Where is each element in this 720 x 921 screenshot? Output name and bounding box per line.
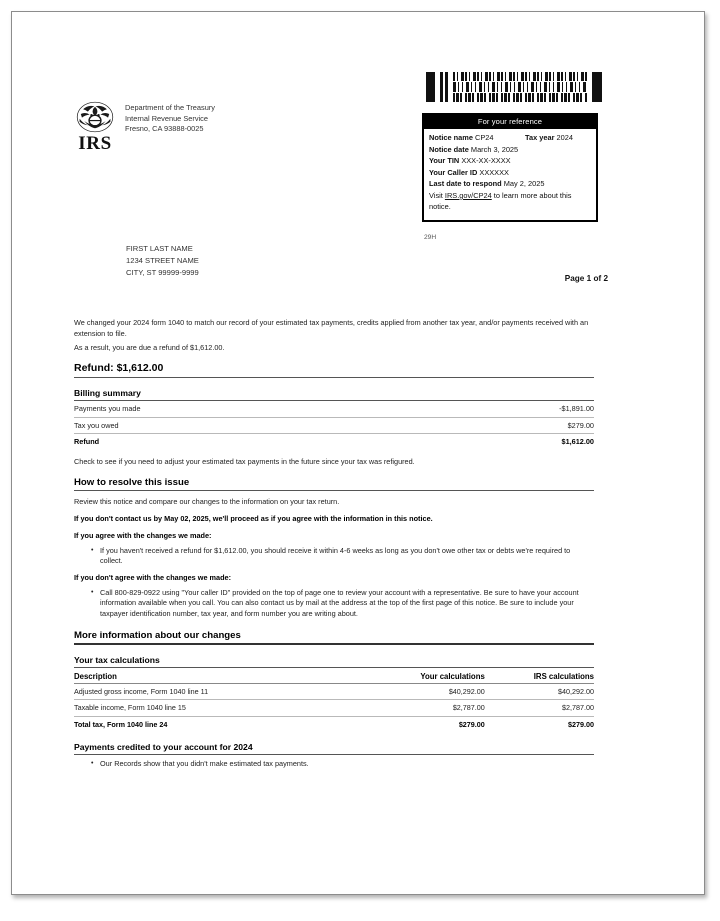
tax-calculations-table [74,669,594,733]
table-row-total [74,434,594,450]
billing-total-amount: $1,612.00 [415,434,594,450]
agency-address [125,101,215,135]
disagree-bullet-list [74,588,594,620]
table-row [74,683,594,700]
billing-summary-heading: Billing summary [74,388,594,401]
recipient-name: FIRST LAST NAME [126,244,193,253]
ref-tin-label: Your TIN [429,156,460,166]
ref-notice-date-row [429,144,591,156]
notice-body [74,318,594,772]
ref-visit-line [429,190,591,212]
refund-heading: Refund: $1,612.00 [74,362,594,378]
reference-box [422,113,598,222]
list-item: • Our Records show that you didn't make estimated tax payments. [100,759,594,770]
ref-visit-prefix: Visit [429,190,445,200]
ref-tax-year-label: Tax year [525,133,555,142]
recipient-citystate: CITY, ST 99999-9999 [126,267,199,277]
calc-row-irs: $2,787.00 [485,700,594,717]
billing-summary-table [74,401,594,450]
intro-paragraph-2: As a result, you are due a refund of $1,612.00. [74,342,225,352]
resolve-deadline-line: If you don't contact us by May 02, 2025, we'll proceed as if you agree with the information in this notice. [74,514,433,524]
calc-row-your: $40,292.00 [376,683,485,700]
irs-gov-link[interactable]: IRS.gov/CP24 [444,190,492,200]
ref-respond-row [429,178,591,190]
calc-row-description: Taxable income, Form 1040 line 15 [74,700,376,717]
calc-col-irs: IRS calculations [485,669,594,684]
page-indicator: Page 1 of 2 [564,274,608,283]
notice-page [12,12,704,894]
billing-row-label: Tax you owed [74,417,415,434]
agree-bullet-list [74,546,594,567]
billing-total-label: Refund [74,434,415,450]
table-row [74,700,594,717]
irs-eagle-seal-icon [76,101,114,133]
ref-respond-value: May 2, 2025 [503,179,545,189]
recipient-street: 1234 STREET NAME [126,255,199,265]
ref-visit-suffix: to learn more about this notice. [429,190,572,211]
irs-wordmark: IRS [78,133,112,154]
agency-line-city: Fresno, CA 93888-0025 [125,124,204,134]
calc-total-your: $279.00 [376,716,485,732]
disagree-heading: If you don't agree with the changes we made: [74,573,232,583]
table-row-total [74,716,594,732]
recipient-address [126,243,199,278]
intro-paragraph-1: We changed your 2024 form 1040 to match our record of your estimated tax payments, credits applied from another tax year, and/or payments received with an extension to file. [74,318,589,338]
agree-heading: If you agree with the changes we made: [74,531,212,541]
billing-row-amount: -$1,891.00 [415,401,594,417]
ref-caller-id-value: XXXXXX [479,167,509,177]
table-row [74,417,594,434]
irs-logo [74,101,116,153]
ref-tax-year-value: 2024 [556,133,573,142]
billing-row-label: Payments you made [74,401,415,417]
ref-notice-date-label: Notice date [429,144,469,154]
list-item: • If you haven't received a refund for $1,612.00, you should receive it within 4-6 weeks as long as you don't owe other tax or debts we're required to collect. [100,546,594,567]
reference-box-body [424,129,596,220]
list-item: • Call 800-829-0922 using "Your caller ID" provided on the top of page one to review your account with a representative. Be sure to have your account information available when you call. You can also contact us by mail at the address at the top of the first page of this notice. Be sure to include your taxpayer identification number, tax year, and form number you are writing about. [100,588,594,620]
ref-respond-label: Last date to respond [429,179,502,189]
payments-credited-list [74,759,594,770]
resolve-heading: How to resolve this issue [74,477,594,491]
calc-total-description: Total tax, Form 1040 line 24 [74,716,376,732]
billing-row-amount: $279.00 [415,417,594,434]
notice-ref-code: 29H [424,234,437,241]
ref-notice-name-label: Notice name [429,133,473,142]
table-header-row [74,669,594,684]
payments-credited-heading: Payments credited to your account for 2024 [74,742,594,755]
calc-col-your: Your calculations [376,669,485,684]
ref-notice-date-value: March 3, 2025 [470,144,519,154]
calc-row-irs: $40,292.00 [485,683,594,700]
notice-page-sheet [11,11,705,895]
table-row [74,401,594,417]
calc-total-irs: $279.00 [485,716,594,732]
masthead [74,101,324,153]
ref-tin-row [429,155,591,167]
calc-row-your: $2,787.00 [376,700,485,717]
tax-calculations-heading: Your tax calculations [74,655,594,668]
calc-row-description: Adjusted gross income, Form 1040 line 11 [74,683,376,700]
reference-box-title: For your reference [424,115,596,129]
more-info-heading: More information about our changes [74,630,594,645]
ref-notice-name-value: CP24 [475,133,494,142]
ref-caller-id-label: Your Caller ID [429,167,478,177]
calc-col-description: Description [74,669,376,684]
ref-caller-id-row [429,167,591,179]
agency-line-irs: Internal Revenue Service [125,113,208,123]
ref-tin-value: XXX-XX-XXXX [461,156,511,166]
ref-notice-name-row [429,132,591,144]
billing-footnote: Check to see if you need to adjust your estimated tax payments in the future since your tax was refigured. [74,456,415,466]
agency-line-treasury: Department of the Treasury [125,103,215,112]
resolve-review-line: Review this notice and compare our changes to the information on your tax return. [74,497,340,507]
mail-barcode [426,72,602,102]
